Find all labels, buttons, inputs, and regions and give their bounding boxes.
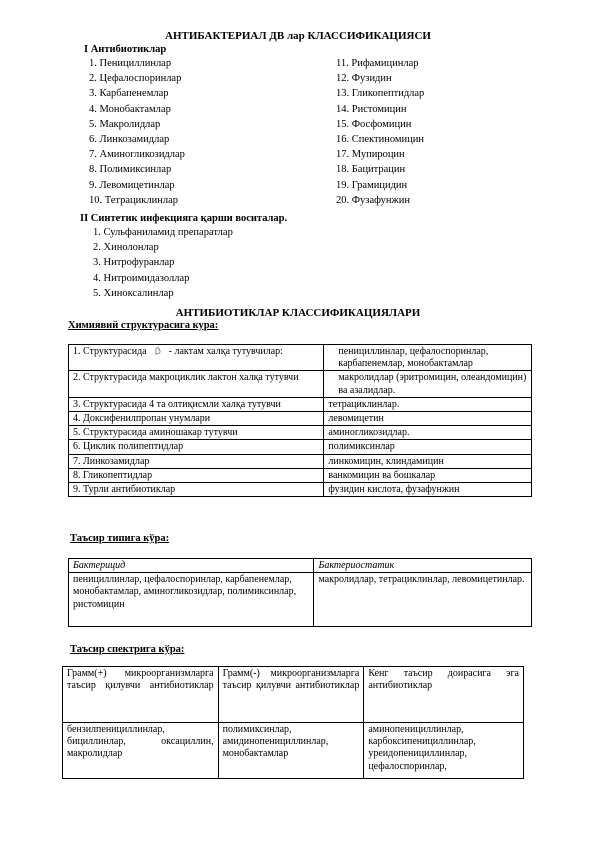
document-title: АНТИБАКТЕРИАЛ ДВ лар КЛАССИФИКАЦИЯСИ xyxy=(165,30,431,42)
structure-cell: 7. Линкозамидлар xyxy=(69,454,324,468)
gram-positive-header: Грамм(+) микроорганизмларга таъсир қилувчи антибиотиклар xyxy=(63,667,219,723)
table-row xyxy=(69,397,532,411)
antibiotic-class-item: 16. Спектиномицин xyxy=(336,133,424,145)
antibiotic-cell: линкомицин, клиндамицин xyxy=(324,454,532,468)
structure-table xyxy=(68,344,532,497)
antibiotic-class-item: 14. Ристомицин xyxy=(336,103,407,115)
antibiotic-class-item: 11. Рифамицинлар xyxy=(336,58,419,69)
section-antibiotics-heading: I Антибиотиклар xyxy=(84,44,167,55)
action-type-table xyxy=(68,558,532,627)
type-heading: Таъсир типига кўра: xyxy=(70,533,170,544)
bacteriostatic-list: макролидлар, тетрациклинлар, левомицетинлар. xyxy=(314,573,532,627)
synthetic-agent-item: 3. Нитрофуранлар xyxy=(93,257,175,269)
structure-cell: 5. Структурасида аминошакар тутувчи xyxy=(69,426,324,440)
gram-negative-header: Грамм(-) микроорганизмларга таъсир қилувчи антибиотиклар xyxy=(218,667,364,723)
table-row xyxy=(69,440,532,454)
bacteriostatic-header: Бактериостатик xyxy=(314,559,532,573)
structure-cell: 4. Доксифенилпропан унумлари xyxy=(69,412,324,426)
antibiotic-cell: тетрациклинлар. xyxy=(324,397,532,411)
table-row xyxy=(69,412,532,426)
antibiotic-class-item: 1. Пенициллинлар xyxy=(89,58,172,69)
antibiotic-class-item: 15. Фосфомицин xyxy=(336,118,412,130)
antibiotic-class-item: 13. Гликопептидлар xyxy=(336,88,425,100)
antibiotics-list-right xyxy=(336,56,424,208)
structure-cell: 8. Гликопептидлар xyxy=(69,468,324,482)
synthetic-agents-list xyxy=(93,225,233,301)
section-synthetic-heading: II Синтетик инфекцияга қарши воситалар. xyxy=(80,213,288,224)
spectrum-table xyxy=(62,666,524,779)
synthetic-agent-item: 1. Сульфаниламид препаратлар xyxy=(93,227,233,238)
structure-text: 1. Структурасида xyxy=(73,346,147,357)
classification-title: АНТИБИОТИКЛАР КЛАССИФИКАЦИЯЛАРИ xyxy=(175,307,421,319)
antibiotic-class-item: 19. Грамицидин xyxy=(336,179,408,191)
antibiotic-cell: аминогликозидлар. xyxy=(324,426,532,440)
antibiotic-class-item: 10. Тетрациклинлар xyxy=(89,194,179,206)
antibiotic-cell: полимиксинлар xyxy=(324,440,532,454)
broad-spectrum-list: аминопенициллинлар, карбоксипенициллинлар, уреидопенициллинлар, цефалоспоринлар, xyxy=(364,723,524,779)
antibiotic-class-item: 4. Монобактамлар xyxy=(89,103,171,115)
table-row xyxy=(69,483,532,497)
antibiotic-class-item: 8. Полимиксинлар xyxy=(89,164,172,176)
bactericidal-header: Бактерицид xyxy=(69,559,314,573)
antibiotic-class-item: 2. Цефалоспоринлар xyxy=(89,73,182,85)
beta-lactam-icon xyxy=(153,347,163,356)
antibiotic-cell: пенициллинлар, цефалоспоринлар, карбапенемлар, монобактамлар xyxy=(324,345,532,371)
structure-cell: 6. Циклик полипептидлар xyxy=(69,440,324,454)
antibiotic-class-item: 9. Левомицетинлар xyxy=(89,179,175,191)
structure-cell: 9. Турли антибиотиклар xyxy=(69,483,324,497)
gram-positive-list: бензилпенициллинлар, бициллинлар, оксациллин, макролидлар xyxy=(63,723,219,779)
spectrum-heading: Таъсир спектрига кўра: xyxy=(70,644,185,655)
antibiotic-class-item: 5. Макролидлар xyxy=(89,118,161,130)
bactericidal-list: пенициллинлар, цефалоспоринлар, карбапенемлар, монобактамлар, аминогликозидлар, полимиксинлар, ристомицин xyxy=(69,573,314,627)
antibiotic-cell: левомицетин xyxy=(324,412,532,426)
synthetic-agent-item: 2. Хинолонлар xyxy=(93,242,159,254)
table-row xyxy=(69,371,532,397)
structure-cell: 3. Структурасида 4 та олтиқисмли халқа тутувчи xyxy=(69,397,324,411)
antibiotic-cell: ванкомицин ва бошкалар xyxy=(324,468,532,482)
antibiotic-class-item: 3. Карбапенемлар xyxy=(89,88,169,100)
table-row xyxy=(69,345,532,371)
structure-cell: 2. Структурасида макроциклик лактон халқа тутувчи xyxy=(69,371,324,397)
table-row xyxy=(69,468,532,482)
antibiotic-cell: фузидин кислота, фузафунжин xyxy=(324,483,532,497)
antibiotic-class-item: 17. Мупироцин xyxy=(336,149,405,161)
table-row xyxy=(69,426,532,440)
antibiotics-list-left xyxy=(89,56,185,208)
antibiotic-class-item: 12. Фузидин xyxy=(336,73,392,85)
structure-text: - лактам халқа тутувчилар: xyxy=(168,346,283,357)
gram-negative-list: полимиксинлар, амидинопенициллинлар, монобактамлар xyxy=(218,723,364,779)
broad-spectrum-header: Кенг таъсир доирасига эга антибиотиклар xyxy=(364,667,524,723)
antibiotic-cell: макролидлар (эритромицин, олеандомицин) ва азалидлар. xyxy=(324,371,532,397)
structure-cell xyxy=(69,345,324,371)
antibiotic-class-item: 20. Фузафунжин xyxy=(336,194,411,206)
antibiotic-class-item: 7. Аминогликозидлар xyxy=(89,149,185,161)
synthetic-agent-item: 4. Нитроимидазоллар xyxy=(93,272,190,284)
antibiotic-class-item: 6. Линкозамидлар xyxy=(89,133,170,145)
synthetic-agent-item: 5. Хиноксалинлар xyxy=(93,287,174,299)
structure-heading: Химиявий структурасига кура: xyxy=(68,320,219,331)
antibiotic-class-item: 18. Бацитрацин xyxy=(336,164,406,176)
table-row xyxy=(69,454,532,468)
